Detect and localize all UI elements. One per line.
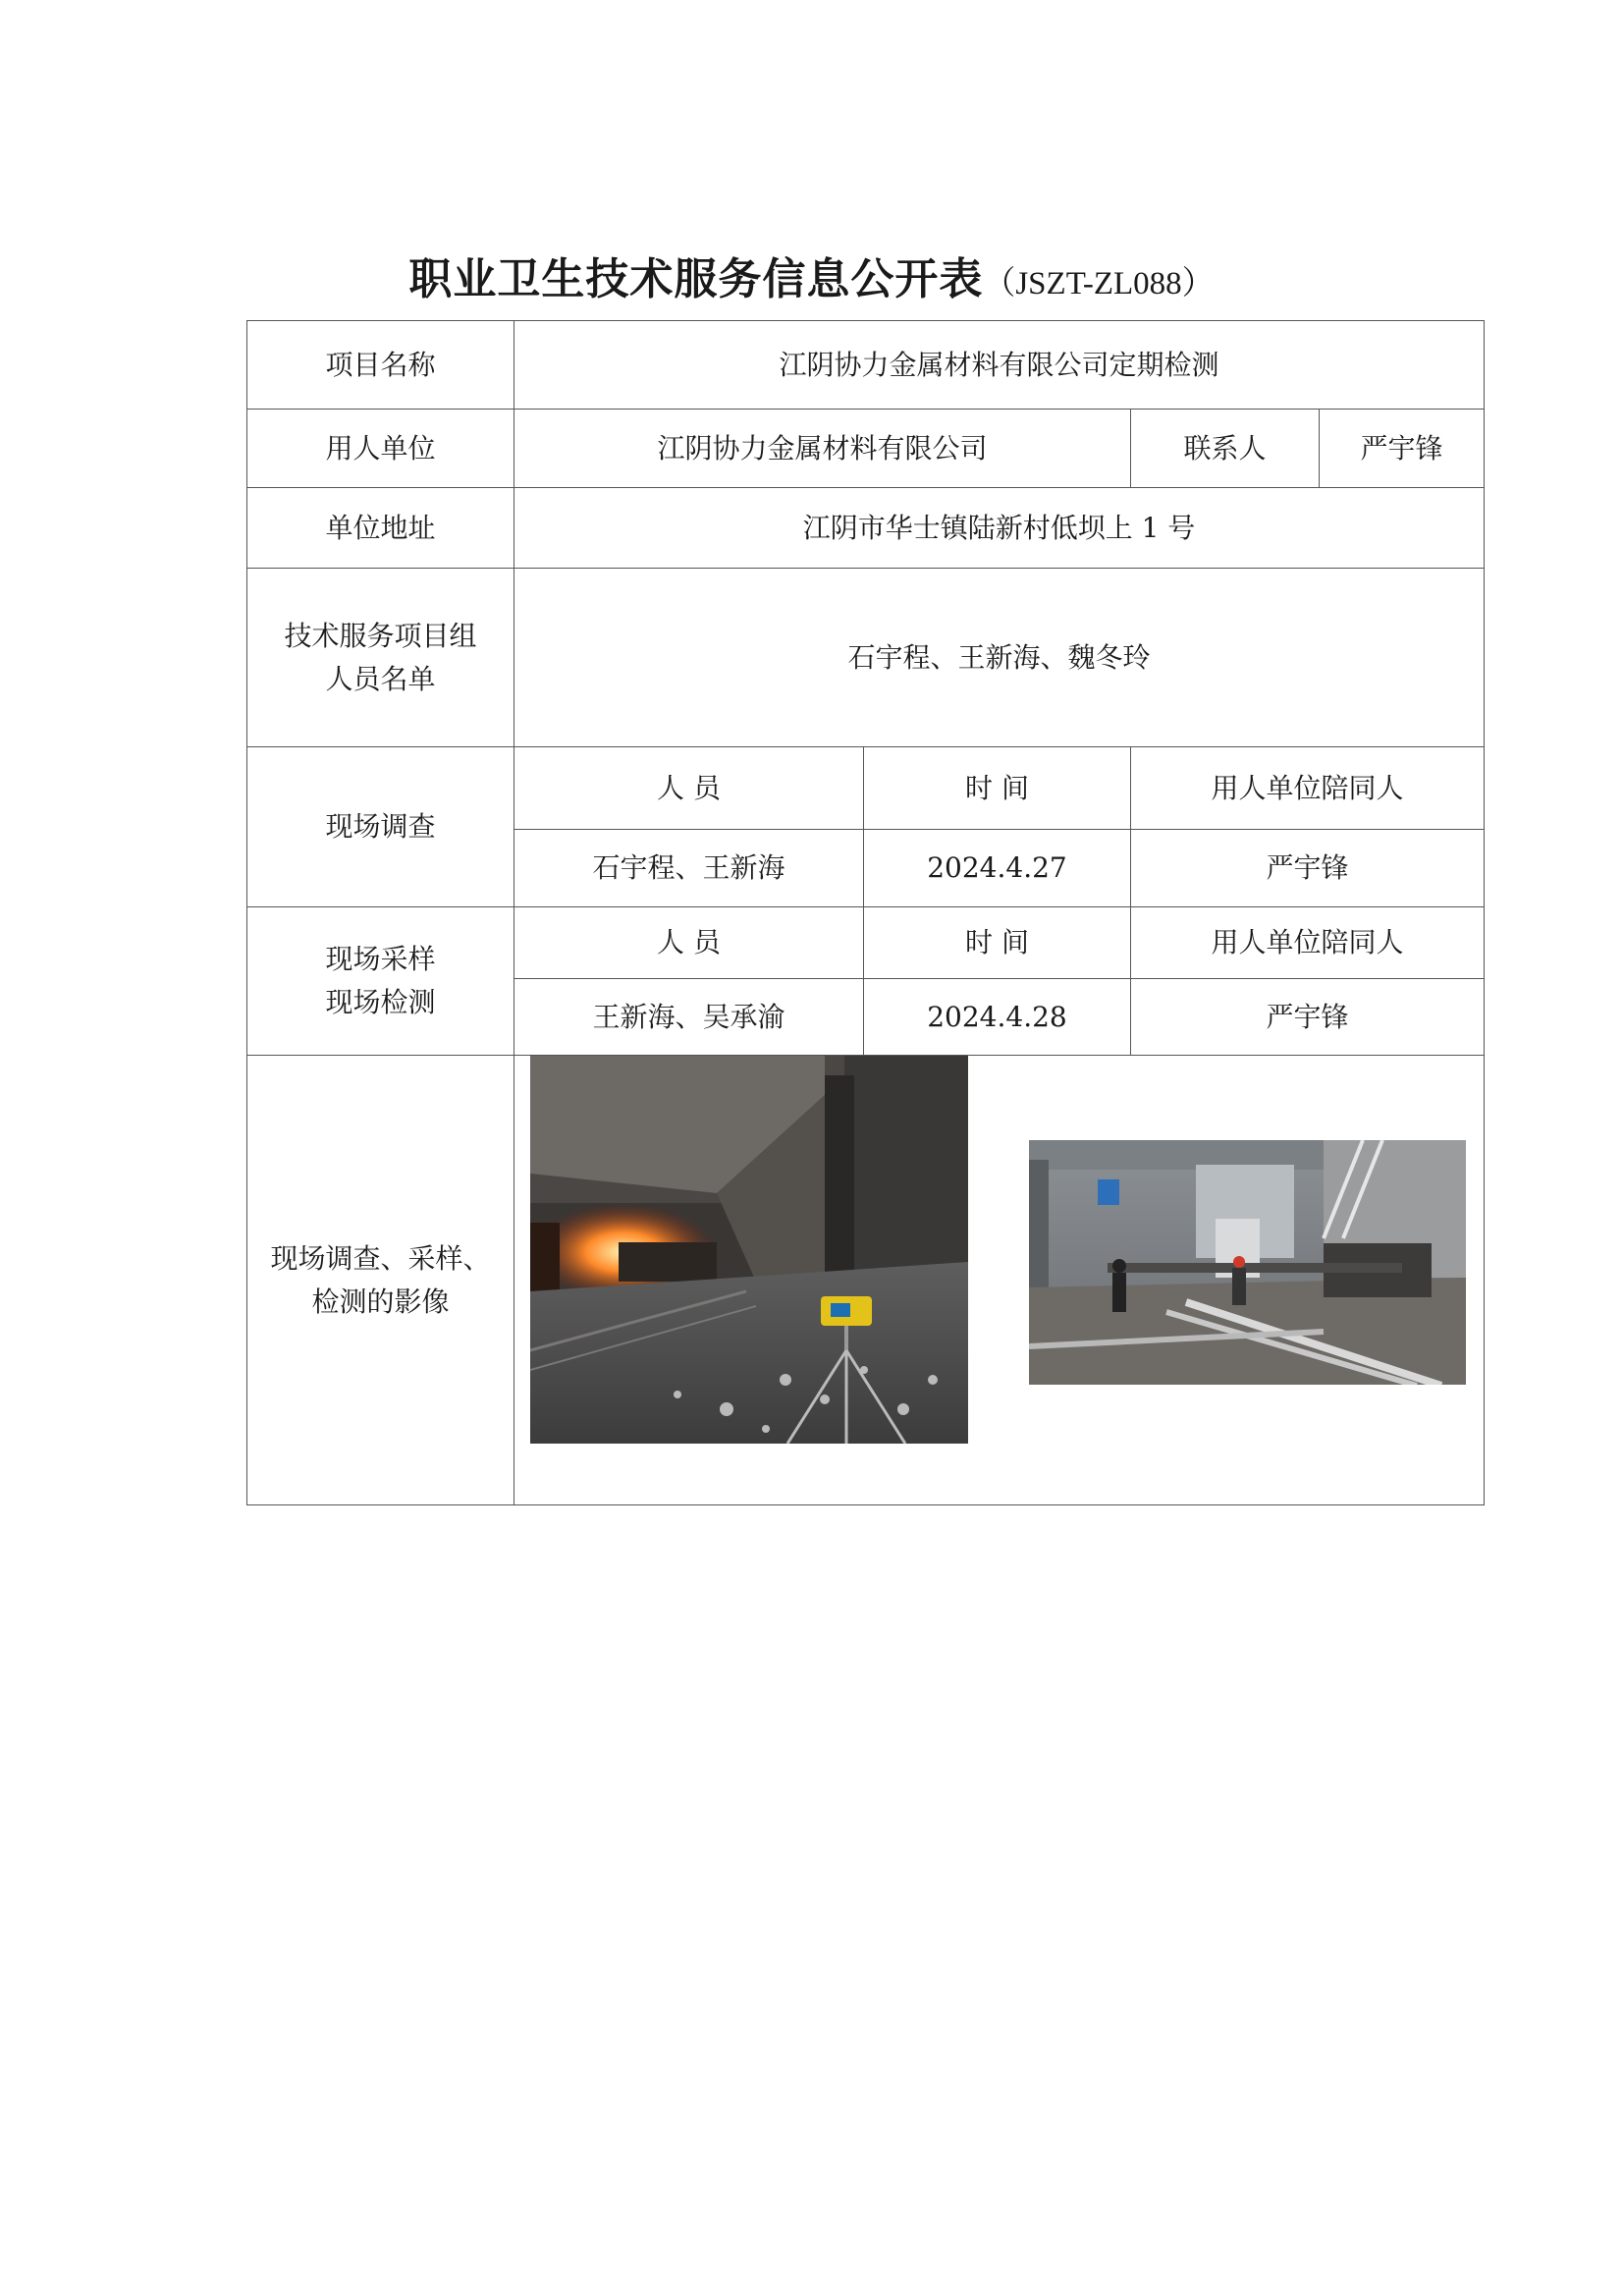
address-value: 江阴市华士镇陆新村低坝上 1 号 [514,488,1485,569]
info-table [246,320,1485,1505]
survey-header-escort: 用人单位陪同人 [1131,747,1485,830]
contact-value: 严宇锋 [1320,410,1485,488]
sampling-escort: 严宇锋 [1131,979,1485,1056]
sampling-personnel: 王新海、吴承渝 [514,979,864,1056]
survey-header-personnel: 人 员 [514,747,864,830]
contact-label: 联系人 [1131,410,1320,488]
address-label: 单位地址 [247,488,514,569]
row-employer [247,410,1485,488]
images-label: 现场调查、采样、 检测的影像 [247,1056,514,1505]
team-value: 石宇程、王新海、魏冬玲 [514,569,1485,747]
row-images [247,1056,1485,1505]
row-team [247,569,1485,747]
sampling-time: 2024.4.28 [864,979,1131,1056]
furnace-photo-illustration [530,1056,968,1444]
survey-header-time: 时 间 [864,747,1131,830]
row-project [247,321,1485,410]
row-sampling-header [247,907,1485,979]
team-label: 技术服务项目组 人员名单 [247,569,514,747]
sampling-header-escort: 用人单位陪同人 [1131,907,1485,979]
employer-label: 用人单位 [247,410,514,488]
photo-area [514,1056,1484,1503]
survey-time: 2024.4.27 [864,830,1131,907]
row-survey-header [247,747,1485,830]
title-main: 职业卫生技术服务信息公开表 [408,254,984,304]
row-address [247,488,1485,569]
survey-escort: 严宇锋 [1131,830,1485,907]
workshop-photo-illustration [1029,1140,1466,1385]
furnace-site-photo [530,1056,968,1444]
title-code: （JSZT-ZL088） [983,266,1215,301]
sampling-header-personnel: 人 员 [514,907,864,979]
sampling-label: 现场采样 现场检测 [247,907,514,1056]
images-cell [514,1056,1485,1505]
workshop-site-photo [1029,1140,1466,1385]
survey-personnel: 石宇程、王新海 [514,830,864,907]
document-title [0,244,1623,306]
project-label: 项目名称 [247,321,514,410]
employer-value: 江阴协力金属材料有限公司 [514,410,1131,488]
survey-label: 现场调查 [247,747,514,907]
sampling-header-time: 时 间 [864,907,1131,979]
project-value: 江阴协力金属材料有限公司定期检测 [514,321,1485,410]
